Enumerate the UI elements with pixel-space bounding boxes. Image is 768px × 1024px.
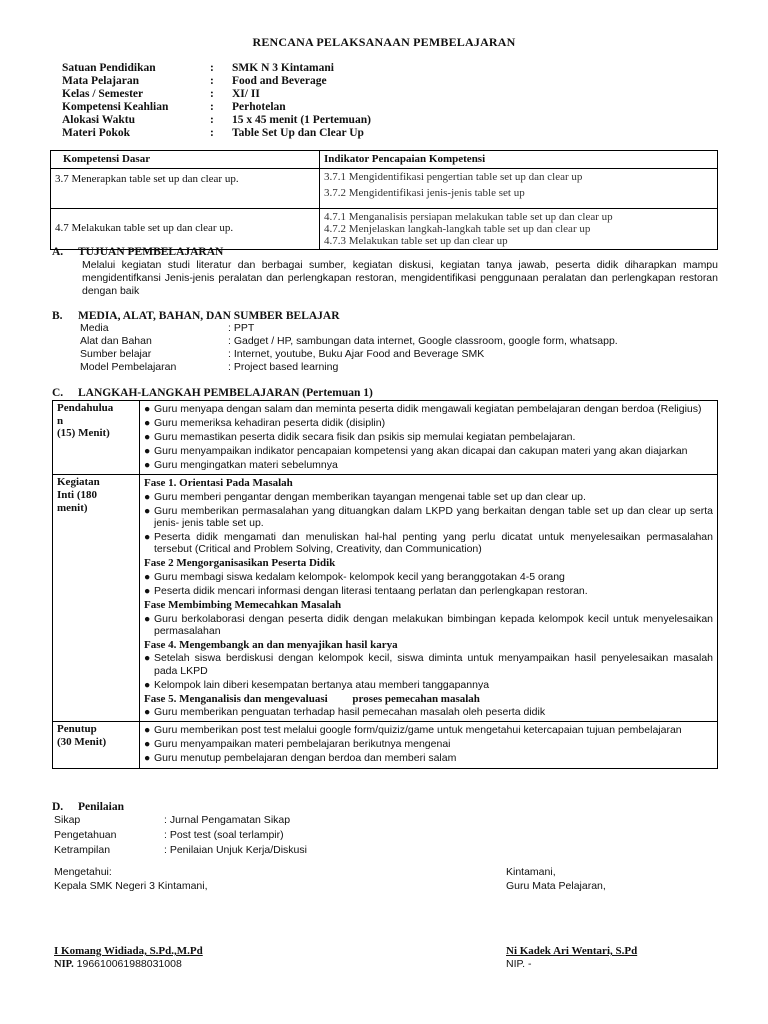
info-value: 15 x 45 menit (1 Pertemuan) bbox=[232, 114, 371, 126]
media-key: Media bbox=[80, 322, 109, 334]
bullet-icon: ● bbox=[144, 431, 151, 444]
competency-table bbox=[50, 150, 718, 250]
list-item-text: Guru menyampaikan materi pembelajaran berikutnya mengenai bbox=[154, 738, 451, 751]
info-key: Kompetensi Keahlian bbox=[62, 101, 169, 113]
list-item bbox=[144, 403, 713, 415]
media-row bbox=[80, 335, 720, 348]
list-item-text: Guru mengingatkan materi sebelumnya bbox=[154, 459, 338, 472]
list-item bbox=[144, 571, 713, 583]
signature-left bbox=[54, 866, 208, 893]
fase-heading: Fase 4. Mengembangk an dan menyajikan hasil karya bbox=[144, 638, 398, 651]
info-row-kelas bbox=[62, 88, 512, 101]
list-item bbox=[144, 752, 713, 764]
phase-label bbox=[53, 401, 140, 475]
section-title: MEDIA, ALAT, BAHAN, DAN SUMBER BELAJAR bbox=[78, 310, 340, 322]
list-item bbox=[144, 417, 713, 429]
list-item-text: Peserta didik mencari informasi dengan literasi tentaang perlatan dan perlengkapan restoran. bbox=[154, 584, 588, 597]
signatory-name: Ni Kadek Ari Wentari, S.Pd bbox=[506, 945, 638, 957]
kd-4-7: 4.7 Melakukan table set up dan clear up. bbox=[51, 208, 320, 249]
list-item-text: Guru berkolaborasi dengan peserta didik dengan melakukan bimbingan kepada kelompok kecil untuk menyelesaikan permasalahan bbox=[154, 612, 713, 637]
signature-caption: Mengetahui: bbox=[54, 866, 112, 878]
indicator-item: 4.7.3 Melakukan table set up dan clear up bbox=[324, 234, 508, 247]
media-value: : Internet, youtube, Buku Ajar Food and Beverage SMK bbox=[228, 348, 485, 360]
row-kegiatan-inti bbox=[53, 475, 718, 722]
signature-right-name-block bbox=[506, 944, 637, 972]
info-key: Satuan Pendidikan bbox=[62, 62, 156, 74]
phase-label-line: (15) Menit) bbox=[57, 427, 110, 440]
kd-header: Kompetensi Dasar bbox=[51, 151, 320, 169]
info-row-mapel bbox=[62, 75, 512, 88]
info-key: Kelas / Semester bbox=[62, 88, 144, 100]
info-sep: : bbox=[210, 75, 214, 87]
list-item-text: Guru memeriksa kehadiran peserta didik (disiplin) bbox=[154, 417, 386, 430]
signatory-name: I Komang Widiada, S.Pd.,M.Pd bbox=[54, 945, 203, 957]
info-row-kompetensi bbox=[62, 101, 512, 114]
bullet-icon: ● bbox=[144, 445, 151, 458]
list-item bbox=[144, 431, 713, 443]
assessment-value: : Penilaian Unjuk Kerja/Diskusi bbox=[164, 844, 307, 856]
indicator-item: 3.7.1 Mengidentifikasi pengertian table set up dan clear up bbox=[324, 170, 583, 183]
list-item-text: Guru memberi pengantar dengan memberikan tayangan mengenai table set up dan clear up. bbox=[154, 490, 586, 503]
assessment-row bbox=[54, 829, 654, 844]
list-item bbox=[144, 613, 713, 637]
assessment-key: Sikap bbox=[54, 814, 81, 826]
bullet-icon: ● bbox=[144, 612, 151, 625]
fase-heading: Fase Membimbing Memecahkan Masalah bbox=[144, 599, 342, 612]
signature-left-name-block bbox=[54, 944, 203, 972]
info-value: XI/ II bbox=[232, 88, 260, 100]
info-sep: : bbox=[210, 101, 214, 113]
section-title: LANGKAH-LANGKAH PEMBELAJARAN (Pertemuan 1) bbox=[78, 387, 373, 399]
phase-label bbox=[53, 722, 140, 768]
info-sep: : bbox=[210, 127, 214, 139]
list-item-text: Guru memberikan post test melalui google form/quiziz/game untuk mengetahui ketercapaian tujuan pembelajaran bbox=[154, 724, 682, 737]
bullet-icon: ● bbox=[144, 459, 151, 472]
bullet-icon: ● bbox=[144, 531, 151, 544]
fase-heading: Fase 1. Orientasi Pada Masalah bbox=[144, 477, 293, 490]
signature-right bbox=[506, 866, 606, 893]
media-list bbox=[80, 322, 720, 374]
list-item-text: Guru membagi siswa kedalam kelompok- kelompok kecil yang beranggotakan 4-5 orang bbox=[154, 570, 565, 583]
section-c-heading bbox=[52, 387, 373, 400]
signatory-nip bbox=[54, 958, 203, 972]
list-item bbox=[144, 679, 713, 691]
list-item bbox=[144, 706, 713, 718]
phase-label-line: menit) bbox=[57, 501, 88, 514]
signature-role: Kepala SMK Negeri 3 Kintamani, bbox=[54, 879, 208, 892]
kd-3-7-text: 3.7 Menerapkan table set up dan clear up. bbox=[55, 172, 239, 185]
phase-label bbox=[53, 475, 140, 722]
bullet-icon: ● bbox=[144, 752, 151, 765]
section-letter: B. bbox=[52, 310, 63, 322]
indicator-item: 4.7.1 Menganalisis persiapan melakukan table set up dan clear up bbox=[324, 210, 613, 223]
section-letter: D. bbox=[52, 801, 64, 813]
media-row bbox=[80, 322, 720, 335]
list-item bbox=[144, 585, 713, 597]
assessment-row bbox=[54, 844, 654, 859]
list-item-text: Peserta didik mengamati dan menuliskan hal-hal penting yang perlu dicatat untuk menyelesaikan permasalahan tersebut (Critical and Problem Solving, Creativity, dan Communication) bbox=[154, 531, 713, 556]
info-value: Table Set Up dan Clear Up bbox=[232, 127, 364, 139]
signatory-nip: NIP. - bbox=[506, 958, 532, 971]
phase-label-line: Inti (180 bbox=[57, 488, 98, 501]
media-key: Alat dan Bahan bbox=[80, 335, 152, 347]
bullet-icon: ● bbox=[144, 706, 151, 719]
info-value: SMK N 3 Kintamani bbox=[232, 62, 334, 74]
assessment-value: : Post test (soal terlampir) bbox=[164, 829, 284, 841]
phase-label-line: n bbox=[57, 414, 64, 427]
phase-label-line: Penutup bbox=[57, 723, 97, 736]
info-row-materi bbox=[62, 127, 512, 140]
bullet-icon: ● bbox=[144, 505, 151, 518]
phase-content bbox=[140, 401, 718, 475]
row-pendahuluan bbox=[53, 401, 718, 475]
ipk-header: Indikator Pencapaian Kompetensi bbox=[320, 151, 718, 169]
phase-label-line: Kegiatan bbox=[57, 476, 100, 489]
list-item-text: Guru memberikan penguatan terhadap hasil pemecahan masalah oleh peserta didik bbox=[154, 706, 546, 719]
media-value: : Gadget / HP, sambungan data internet, Google classroom, google form, whatsapp. bbox=[228, 335, 618, 347]
list-item-text: Setelah siswa berdiskusi dengan kelompok kecil, siswa diminta untuk menyampaikan hasil penyelesaikan masalah pada LKPD bbox=[154, 652, 713, 677]
list-item-text: Guru memastikan peserta didik secara fisik dan psikis sip memulai kegiatan pembelajaran. bbox=[154, 431, 576, 444]
list-item bbox=[144, 459, 713, 471]
list-item bbox=[144, 724, 713, 736]
row-penutup bbox=[53, 722, 718, 768]
section-d-heading bbox=[52, 801, 124, 814]
steps-table bbox=[52, 400, 718, 769]
section-a-heading bbox=[52, 246, 223, 259]
info-row-alokasi bbox=[62, 114, 512, 127]
list-item-text: Guru menyampaikan indikator pencapaian kompetensi yang akan dicapai dan cakupan materi yang akan diajarkan bbox=[154, 445, 688, 458]
page-title: RENCANA PELAKSANAAN PEMBELAJARAN bbox=[252, 35, 516, 49]
ipk-4-7 bbox=[320, 208, 718, 249]
bullet-icon: ● bbox=[144, 738, 151, 751]
section-title: TUJUAN PEMBELAJARAN bbox=[78, 246, 224, 258]
info-value: Perhotelan bbox=[232, 101, 286, 113]
list-item-text: Guru menyapa dengan salam dan meminta peserta didik mengawali kegiatan pembelajaran dengan berdoa (Religius) bbox=[154, 403, 702, 415]
assessment-key: Ketrampilan bbox=[54, 844, 111, 856]
ipk-3-7 bbox=[320, 168, 718, 208]
fase-heading: Fase 5. Menganalisis dan mengevaluasi proses pemecahan masalah bbox=[144, 692, 480, 705]
list-item bbox=[144, 491, 713, 503]
section-letter: A. bbox=[52, 246, 64, 258]
identity-block bbox=[62, 62, 512, 140]
phase-content bbox=[140, 475, 718, 722]
signature-place: Kintamani, bbox=[506, 866, 556, 878]
media-value: : PPT bbox=[228, 322, 255, 334]
list-item-text: Guru menutup pembelajaran dengan berdoa dan memberi salam bbox=[154, 752, 457, 765]
assessment-value: : Jurnal Pengamatan Sikap bbox=[164, 814, 291, 826]
info-sep: : bbox=[210, 88, 214, 100]
nip-value: 196610061988031008 bbox=[73, 958, 182, 971]
signature-role: Guru Mata Pelajaran, bbox=[506, 879, 606, 892]
indicator-item: 3.7.2 Mengidentifikasi jenis-jenis table set up bbox=[324, 187, 525, 200]
section-letter: C. bbox=[52, 387, 64, 399]
assessment-key: Pengetahuan bbox=[54, 829, 117, 841]
bullet-icon: ● bbox=[144, 417, 151, 430]
assessment-list bbox=[54, 814, 654, 859]
phase-content bbox=[140, 722, 718, 768]
list-item bbox=[144, 505, 713, 529]
info-sep: : bbox=[210, 62, 214, 74]
section-title: Penilaian bbox=[78, 801, 125, 813]
info-sep: : bbox=[210, 114, 214, 126]
kd-3-7 bbox=[51, 168, 320, 208]
bullet-icon: ● bbox=[144, 678, 151, 691]
bullet-icon: ● bbox=[144, 652, 151, 665]
fase-heading: Fase 2 Mengorganisasikan Peserta Didik bbox=[144, 557, 336, 570]
list-item-text: Guru memberikan permasalahan yang dituangkan dalam LKPD yang berkaitan dengan table set up dan clear up serta jenis- jenis table set up. bbox=[154, 505, 713, 530]
info-value: Food and Beverage bbox=[232, 75, 327, 87]
info-key: Materi Pokok bbox=[62, 127, 131, 139]
list-item bbox=[144, 738, 713, 750]
list-item bbox=[144, 652, 713, 676]
bullet-icon: ● bbox=[144, 403, 151, 415]
bullet-icon: ● bbox=[144, 570, 151, 583]
media-value: : Project based learning bbox=[228, 361, 339, 373]
phase-label-line: Pendahulua bbox=[57, 402, 114, 414]
info-row-satuan bbox=[62, 62, 512, 75]
info-key: Alokasi Waktu bbox=[62, 114, 135, 126]
media-key: Model Pembelajaran bbox=[80, 361, 177, 373]
phase-label-line: (30 Menit) bbox=[57, 735, 107, 748]
assessment-row bbox=[54, 814, 654, 829]
list-item bbox=[144, 445, 713, 457]
list-item bbox=[144, 531, 713, 555]
bullet-icon: ● bbox=[144, 724, 151, 737]
bullet-icon: ● bbox=[144, 490, 151, 503]
media-row bbox=[80, 348, 720, 361]
bullet-icon: ● bbox=[144, 584, 151, 597]
section-a-text: Melalui kegiatan studi literatur dan berbagai sumber, kegiatan diskusi, kegiatan tanya jawab, peserta didik diharapkan mampu mengidentifkansi Jenis-jenis peralatan dan perlengkapan restoran, mengidentifikasi penggunaan peralatan dan perlengkapan restoran dengan baik bbox=[82, 259, 718, 298]
media-key: Sumber belajar bbox=[80, 348, 152, 360]
media-row bbox=[80, 361, 720, 374]
list-item-text: Kelompok lain diberi kesempatan bertanya atau memberi tanggapannya bbox=[154, 678, 490, 691]
nip-label: NIP. bbox=[54, 959, 74, 971]
info-key: Mata Pelajaran bbox=[62, 75, 139, 87]
indicator-item: 4.7.2 Menjelaskan langkah-langkah table set up dan clear up bbox=[324, 222, 591, 235]
